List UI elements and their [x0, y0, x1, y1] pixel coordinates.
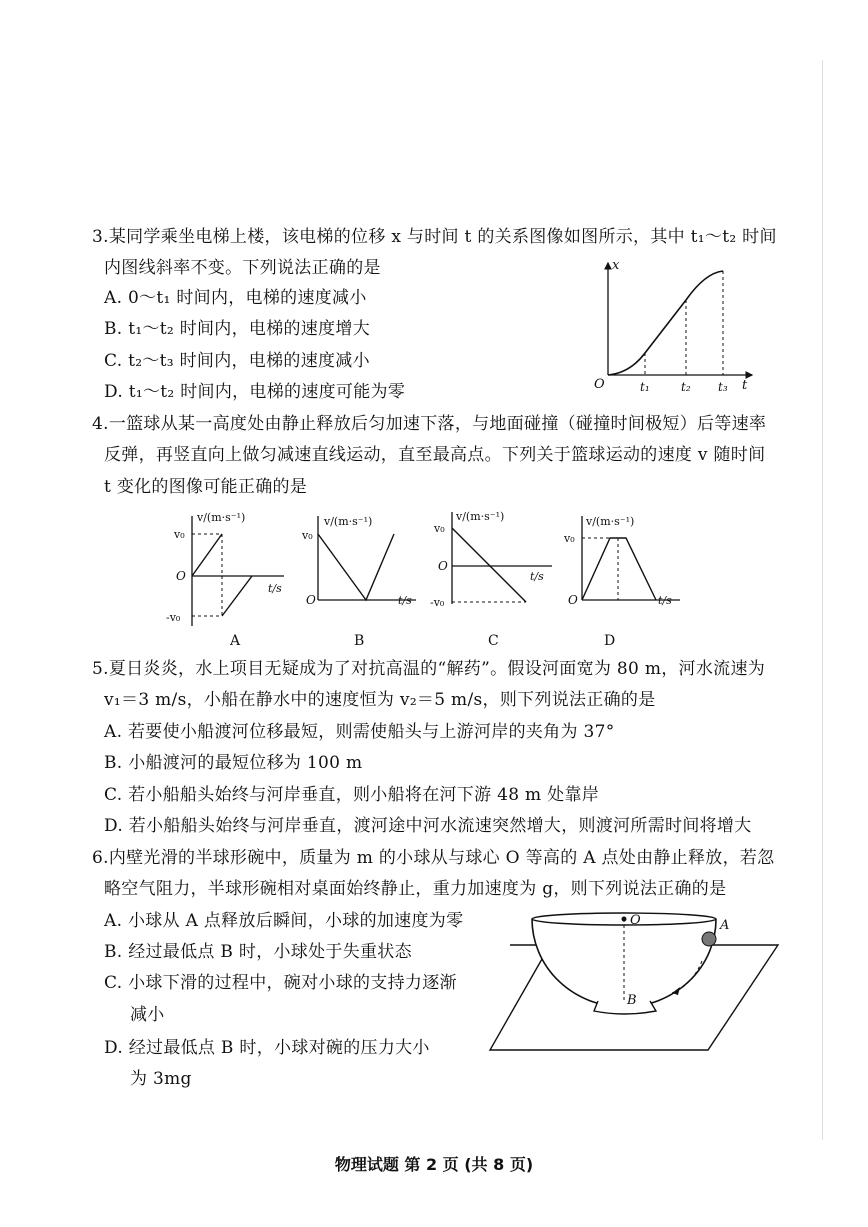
q5-option-c: C. 若小船船头始终与河岸垂直，则小船将在河下游 48 m 处靠岸 [104, 785, 600, 805]
q3-option-c: C. t₂～t₃ 时间内，电梯的速度减小 [104, 351, 370, 371]
graph-d-ylabel: v/(m·s⁻¹) [586, 515, 635, 528]
q5-stem-line1: 5.夏日炎炎，水上项目无疑成为了对抗高温的“解药”。假设河面宽为 80 m，河水流速为 [92, 659, 766, 679]
graph-b-v0: v₀ [302, 529, 313, 542]
graph-c-label: C [488, 633, 499, 649]
graph-a-origin: O [176, 569, 186, 583]
page-footer: 物理试题 第 2 页 (共 8 页) [334, 1155, 534, 1174]
label-a: A [720, 918, 730, 933]
graph-d-line [582, 538, 656, 600]
q4-graph-c [430, 504, 560, 653]
graph-d-origin: O [568, 593, 578, 607]
ball [702, 932, 716, 946]
label-o: O [630, 913, 641, 928]
bowl-foot [594, 1001, 656, 1014]
graph-c-origin: O [438, 559, 448, 573]
q3-option-d: D. t₁～t₂ 时间内，电梯的速度可能为零 [104, 382, 406, 402]
graph-a-line-2 [222, 576, 252, 616]
q4-stem-line2: 反弹，再竖直向上做匀减速直线运动，直至最高点。下列关于篮球运动的速度 v 随时间 [104, 445, 766, 465]
graph-d-v0: v₀ [564, 532, 575, 545]
graph-b-ylabel: v/(m·s⁻¹) [324, 515, 373, 528]
q5-option-d: D. 若小船船头始终与河岸垂直，渡河途中河水流速突然增大，则渡河所需时间将增大 [104, 816, 752, 836]
origin-label: O [594, 377, 605, 392]
xt-curve [608, 271, 723, 375]
center-point [622, 917, 627, 922]
q6-option-c: C. 小球下滑的过程中，碗对小球的支持力逐渐 [104, 973, 457, 993]
t2-label: t₂ [681, 380, 691, 394]
label-b: B [627, 993, 637, 1008]
q6-bowl-figure [480, 905, 780, 1055]
graph-c-line [452, 528, 526, 602]
q4-graph-b [298, 508, 426, 653]
q6-stem-line1: 6.内壁光滑的半球形碗中，质量为 m 的小球从与球心 O 等高的 A 点处由静止释放，若忽 [92, 848, 775, 868]
q4-graph-d [560, 508, 690, 653]
graph-b-origin: O [306, 593, 316, 607]
q6-option-d: D. 经过最低点 B 时，小球对碗的压力大小 [104, 1038, 430, 1058]
page-edge [822, 60, 823, 1140]
x-axis-label: t [742, 378, 748, 393]
q6-option-c-cont: 减小 [130, 1005, 165, 1025]
graph-a-line-1 [192, 534, 222, 576]
graph-a-xlabel: t/s [268, 582, 282, 595]
q3-option-b: B. t₁～t₂ 时间内，电梯的速度增大 [104, 319, 370, 339]
graph-c-v0: v₀ [434, 522, 445, 535]
graph-a-ylabel: v/(m·s⁻¹) [197, 511, 246, 524]
graph-d-label: D [604, 633, 616, 649]
q3-stem-line1: 3.某同学乘坐电梯上楼，该电梯的位移 x 与时间 t 的关系图像如图所示，其中 t₁～t₂ 时间 [92, 227, 777, 247]
q6-option-b: B. 经过最低点 B 时，小球处于失重状态 [104, 942, 412, 962]
q6-option-a: A. 小球从 A 点释放后瞬间，小球的加速度为零 [104, 911, 464, 931]
t1-label: t₁ [640, 380, 650, 394]
q6-stem-line2: 略空气阻力，半球形碗相对桌面始终静止，重力加速度为 g，则下列说法正确的是 [104, 879, 727, 899]
q3-xt-graph [590, 255, 760, 395]
graph-c-xlabel: t/s [530, 570, 544, 583]
q5-stem-line2: v₁＝3 m/s，小船在静水中的速度恒为 v₂＝5 m/s，则下列说法正确的是 [104, 690, 656, 710]
graph-a-label: A [230, 633, 241, 649]
t3-label: t₃ [718, 380, 728, 394]
q5-option-b: B. 小船渡河的最短位移为 100 m [104, 753, 363, 773]
q4-stem-line3: t 变化的图像可能正确的是 [104, 477, 308, 497]
y-axis-label: x [612, 258, 620, 273]
graph-a-neg-v0: -v₀ [166, 611, 181, 624]
graph-d-xlabel: t/s [658, 594, 672, 607]
graph-a-v0: v₀ [174, 528, 185, 541]
q6-option-d-cont: 为 3mg [130, 1069, 192, 1089]
graph-b-xlabel: t/s [398, 594, 412, 607]
graph-b-label: B [354, 633, 365, 649]
graph-c-neg-v0: -v₀ [430, 596, 445, 609]
graph-b-line [318, 534, 394, 600]
q3-stem-line2: 内图线斜率不变。下列说法正确的是 [104, 258, 381, 278]
graph-c-ylabel: v/(m·s⁻¹) [456, 510, 505, 523]
q5-option-a: A. 若要使小船渡河位移最短，则需使船头与上游河岸的夹角为 37° [104, 722, 615, 742]
q4-stem-line1: 4.一篮球从某一高度处由静止释放后匀加速下落，与地面碰撞（碰撞时间极短）后等速率 [92, 414, 767, 434]
q4-graph-a [164, 508, 292, 653]
q3-option-a: A. 0～t₁ 时间内，电梯的速度减小 [104, 288, 367, 308]
